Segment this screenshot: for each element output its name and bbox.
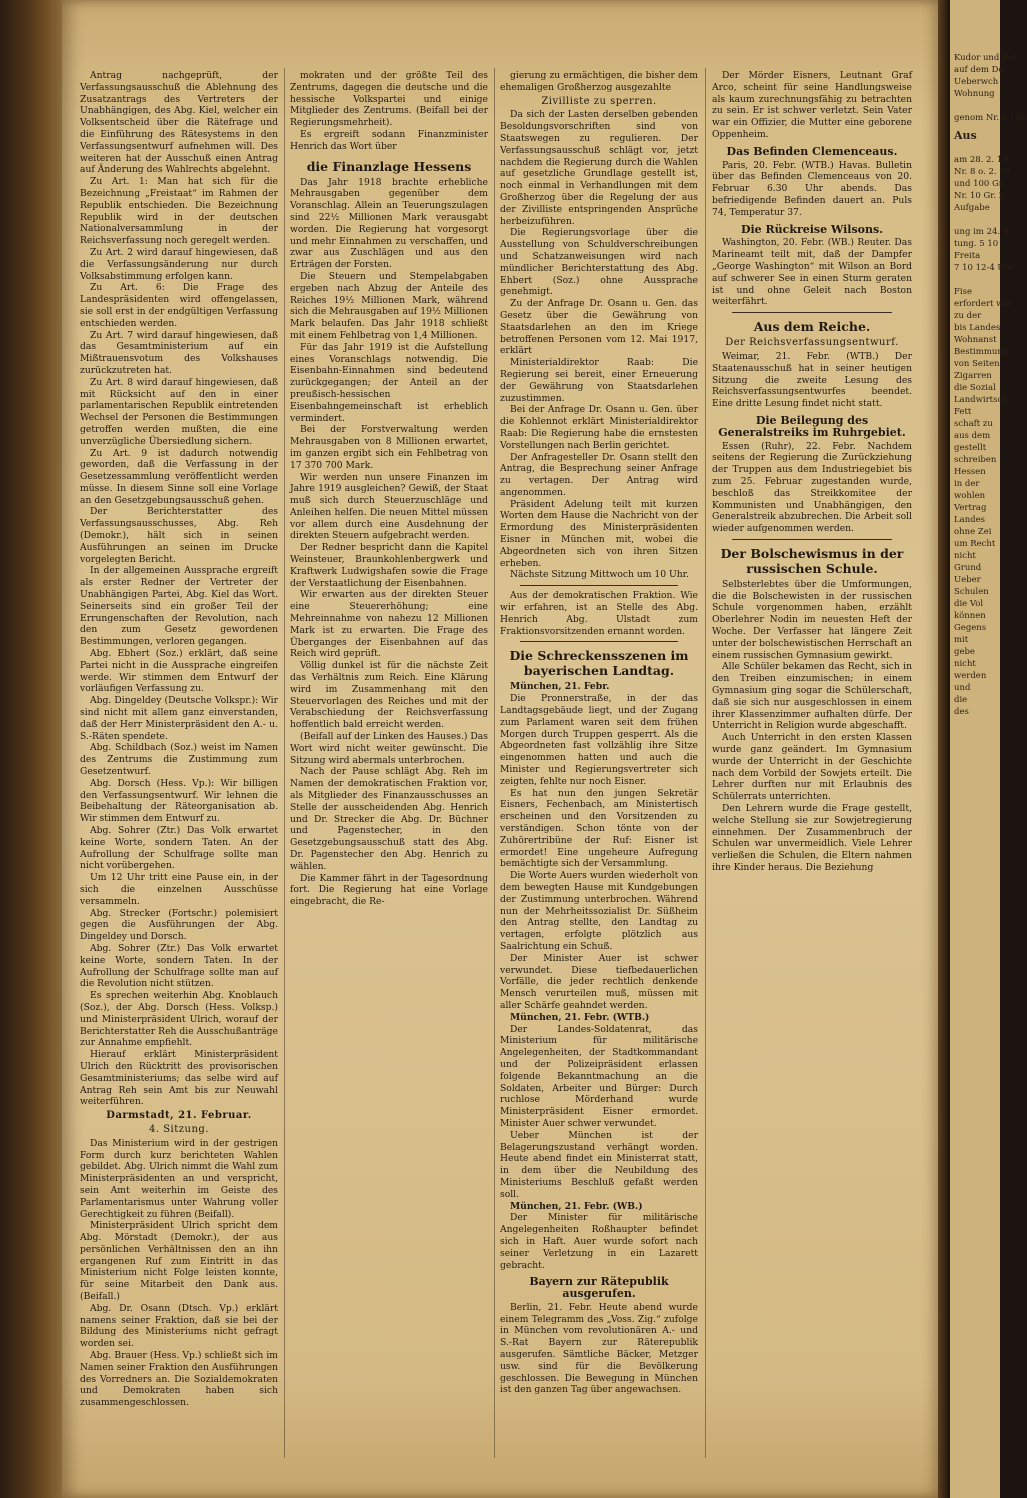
section-heading: Die Rückreise Wilsons.	[740, 222, 884, 236]
adjacent-page-fragment	[950, 0, 1027, 1498]
paragraph: Die Worte Auers wurden wiederholt von dem bewegten Hause mit Kundgebungen der Zustimmung unterbrochen. Während nun der Mehrheitssozialist Dr. Süßheim den Antrag stellte, den Landtag zu vertagen, erfolgte plötzlich aus Saalrichtung ein Schuß.	[500, 870, 698, 952]
paragraph: gierung zu ermächtigen, die bisher dem ehemaligen Großherzog ausgezahlte	[500, 70, 698, 93]
fragment-line: Fett	[954, 407, 972, 417]
fragment-line: ohne Zei	[954, 527, 992, 537]
dateline: München, 21. Febr. (WB.)	[510, 1200, 643, 1212]
paragraph: Bei der Anfrage Dr. Osann u. Gen. über die Kohlennot erklärt Ministerialdirektor Raab: Die Regierung habe die ernstesten Vorstellungen nach Berlin gerichtet.	[500, 404, 698, 451]
paragraph: Abg. Dorsch (Hess. Vp.): Wir billigen den Verfassungsentwurf. Wir lehnen die Beibehaltung der Räteorganisation ab. Wir stimmen dem Entwurf zu.	[80, 777, 278, 825]
fragment-line: bis Landes	[954, 323, 1001, 333]
column-4	[712, 70, 912, 1462]
fragment-line: können	[954, 611, 986, 621]
paragraph: Zu der Anfrage Dr. Osann u. Gen. das Gesetz über die Gewährung von Staatsdarlehen an den im Kriege betroffenen Personen vom 12. Mai 1917, erklärt	[500, 298, 698, 357]
paragraph: Antrag nachgeprüft, der Verfassungsausschuß die Ablehnung des Zusatzantrags des Vertreters der Unabhängigen, des Abg. Kiel, welcher ein Volksentscheid über die Rätefrage und die Einführung des Rätesystems in den Verfassungsentwurf aufnehmen will. Des weiteren hat der Ausschuß einen Antrag auf Änderung des Wahlrechts abgelehnt.	[80, 70, 278, 176]
paragraph: Abg. Dingeldey (Deutsche Volkspr.): Wir sind nicht mit allem ganz einverstanden, daß der Herr Ministerpräsident den A.- u. S.-Räten spendete.	[80, 695, 278, 742]
fragment-line: in der	[954, 479, 980, 489]
paragraph: Um 12 Uhr tritt eine Pause ein, in der sich die einzelnen Ausschüsse versammeln.	[80, 872, 278, 907]
paragraph: Da sich der Lasten derselben gebenden Besoldungsvorschriften sind von Staatswegen zu regulieren. Der Verfassungsausschuß schlägt vor, jetzt nachdem die Regierung durch die Wahlen auf gesetzliche Grundlage gestellt ist, noch einmal in Verhandlungen mit dem Großherzog über die Regelung der aus der Zivilliste entspringenden Ansprüche herbeizuführen.	[500, 109, 698, 227]
fragment-line: des	[954, 707, 969, 717]
paragraph: Das Ministerium wird in der gestrigen Form durch kurz berichteten Wahlen gebildet. Abg. Ulrich nimmt die Wahl zum Ministerpräsidenten an und verspricht, sein Amt weiterhin im Geiste des Parlamentarismus unter Wahrung voller Gerechtigkeit zu führen (Beifall).	[80, 1137, 278, 1220]
fragment-line: und 100 Gr.	[954, 179, 1005, 189]
paragraph: Berlin, 21. Febr. Heute abend wurde einem Telegramm des „Voss. Zig.“ zufolge in München vom revolutionären A.- und S.-Rat Bayern zur Räterepublik ausgerufen. Sämtliche Bäcker, Metzger usw. sind für die Bevölkerung geschlossen. Die Bewegung in München ist den ganzen Tag über angewachsen.	[500, 1301, 698, 1396]
fragment-line: Ueberwch	[954, 77, 999, 87]
paragraph: Zu Art. 7 wird darauf hingewiesen, daß das Gesamtministerium auf ein Mißtrauensvotum des Volkshauses zurückzutreten hat.	[80, 329, 278, 376]
paragraph: Das Jahr 1918 brachte erhebliche Mehrausgaben gegenüber dem Voranschlag. Allein an Teuerungszulagen sind 22½ Millionen Mark verausgabt worden. Die Regierung hat vorgesorgt und mehr Einnahmen zu verschaffen, und zwar aus Zuschlägen und aus den Erträgen der Forsten.	[290, 176, 488, 271]
paragraph: Weimar, 21. Febr. (WTB.) Der Staatenausschuß hat in seiner heutigen Sitzung die zweite Lesung des Reichsverfassungsentwurfes beendet. Eine dritte Lesung findet nicht statt.	[712, 350, 912, 410]
fragment-line: tung. 5 10	[954, 239, 999, 249]
paragraph: Essen (Ruhr), 22. Febr. Nachdem seitens der Regierung die Zurückziehung der Truppen aus dem Industriegebiet bis zum 25. Februar zugestanden wurde, beschloß das Streikkomitee der Kommunisten und Unabhängigen, den Generalstreik abzubrechen. Die Arbeit soll wieder aufgenommen werden.	[712, 440, 912, 535]
paragraph: Abg. Strecker (Fortschr.) polemisiert gegen die Ausführungen der Abg. Dingeldey und Dorsch.	[80, 907, 278, 943]
paragraph: Washington, 20. Febr. (WB.) Reuter. Das Marineamt teilt mit, daß der Dampfer „George Washington“ mit Wilson an Bord auf schwerer See in einen Sturm geraten ist und ohne Geleit nach Boston weiterfährt.	[712, 237, 912, 308]
page-top-margin	[62, 0, 938, 68]
paragraph: Der Anfragesteller Dr. Osann stellt den Antrag, die Besprechung seiner Anfrage zu vertagen. Der Antrag wird angenommen.	[500, 451, 698, 498]
article-headline: Der Bolschewismus in der russischen Schule.	[720, 545, 904, 576]
paragraph: mokraten und der größte Teil des Zentrums, dagegen die deutsche und die hessische Volkspartei und einige Mitglieder des Zentrums. (Beifall bei der Regierungsmehrheit).	[290, 70, 488, 129]
paragraph: Bei der Forstverwaltung werden Mehrausgaben von 8 Millionen erwartet, im ganzen ergibt sich ein Fehlbetrag von 17 370 700 Mark.	[290, 424, 488, 471]
paragraph: Abg. Dr. Osann (Dtsch. Vp.) erklärt namens seiner Fraktion, daß sie bei der Bildung des Ministeriums nicht gefragt worden sei.	[80, 1302, 278, 1350]
paragraph: Die Regierungsvorlage über die Ausstellung von Schuldverschreibungen und Schatzanweisungen wird nach mündlicher Berichterstattung des Abg. Ehbert (Soz.) ohne Aussprache genehmigt.	[500, 227, 698, 298]
fragment-line: ung im 24. 9	[954, 227, 1009, 237]
divider	[520, 585, 678, 586]
paragraph: Nächste Sitzung Mittwoch um 10 Uhr.	[510, 569, 689, 581]
fragment-line: Zigarren	[954, 371, 992, 381]
fragment-line: mit	[954, 635, 969, 645]
paragraph: Wir werden nun unsere Finanzen im Jahre 1919 ausgleichen? Gewiß, der Staat muß sich durch Steuerzuschläge und Anleihen helfen. Die neuen Mittel müssen vor allem durch eine Ausdehnung der direkten Steuern aufgebracht werden.	[290, 471, 488, 542]
paragraph: (Beifall auf der Linken des Hauses.) Das Wort wird nicht weiter gewünscht. Die Sitzung wird abermals unterbrochen.	[290, 731, 488, 766]
fragment-line: Nr. 8 o. 2. 19	[954, 167, 1011, 177]
paragraph: Zu Art. 8 wird darauf hingewiesen, daß mit Rücksicht auf den in einer parlamentarischen Republik eintretenden Wechsel der Personen die Bestimmungen getroffen werden mußten, die eine unverzügliche Übersiedlung sichern.	[80, 376, 278, 447]
paragraph: Es hat nun den jungen Sekretär Eisners, Fechenbach, am Ministertisch erscheinen und den Vorsitzenden zu verständigen. Schon tönte von der Zuhörertribüne der Ruf: Eisner ist ermordet! Eine ungeheure Aufregung bemächtigte sich der Versammlung.	[500, 787, 698, 870]
paragraph: Selbsterlebtes über die Umformungen, die die Bolschewisten in der russischen Schule vorgenommen haben, erzählt Oberlehrer Nodin im neuesten Heft der Woche. Der Verfasser hat längere Zeit unter der bolschewistischen Herrschaft an einem russischen Gymnasium gewirkt.	[712, 578, 912, 661]
section-heading: Bayern zur Rätepublik ausgerufen.	[529, 1275, 669, 1301]
paragraph: Die Steuern und Stempelabgaben ergeben nach Abzug der Anteile des Reiches 19½ Millionen Mark, während sich die Mehrausgaben auf 19½ Millionen Mark belaufen. Das Jahr 1918 schließt mit einem Fehlbetrag von 1,4 Millionen.	[290, 270, 488, 341]
sitting-number: 4. Sitzung.	[148, 1123, 210, 1135]
fragment-line: erfordert wie	[954, 299, 1012, 309]
fragment-line: Nr. 10 Gr. 2	[954, 191, 1005, 201]
fragment-line: Aufgabe	[954, 203, 990, 213]
dateline: München, 21. Febr. (WTB.)	[510, 1011, 650, 1023]
section-heading: Aus dem Reiche.	[753, 319, 871, 335]
paragraph: Völlig dunkel ist für die nächste Zeit das Verhältnis zum Reich. Eine Klärung wird im Zusammenhang mit den Steuervorlagen des Reiches und mit der Verabschiedung der Reichsverfassung hoffentlich bald erreicht werden.	[290, 660, 488, 731]
fragment-line: genom Nr. 6 | Ro	[954, 113, 1027, 123]
fragment-line: die Sozial	[954, 383, 996, 393]
fragment-line: Grund	[954, 563, 982, 573]
column-2	[290, 70, 488, 1462]
fragment-line: gestellt	[954, 443, 987, 453]
paragraph: Ueber München ist der Belagerungszustand verhängt worden. Heute abend findet ein Ministerrat statt, in dem über die Neubildung des Ministeriums Beschluß gefaßt werden soll.	[500, 1129, 698, 1200]
fragment-line: Landwirtsch	[954, 395, 1008, 405]
column-3	[500, 70, 698, 1462]
binding-edge-right	[938, 0, 950, 1498]
fragment-line: die	[954, 695, 968, 705]
fragment-line: Hessen	[954, 467, 986, 477]
article-headline: Die Schreckensszenen im bayerischen Landtag.	[509, 648, 689, 679]
fragment-line: um Recht	[954, 539, 996, 549]
fragment-line: Ueber	[954, 575, 981, 585]
paragraph: Der Redner bespricht dann die Kapitel Weinsteuer, Braunkohlenbergwerk und Kraftwerk Ludwigshafen sowie die Frage der Verstaatlichung der Eisenbahnen.	[290, 542, 488, 589]
fragment-line: werden	[954, 671, 987, 681]
paragraph: Für das Jahr 1919 ist die Aufstellung eines Voranschlags notwendig. Die Eisenbahn-Einnahmen sind bedeutend zurückgegangen; der Anteil an der preußisch-hessischen Eisenbahngemeinschaft ist erheblich vermindert.	[290, 341, 488, 424]
paragraph: Zu Art. 6: Die Frage des Landespräsidenten wird offengelassen, sie soll erst in der endgültigen Verfassung entschieden werden.	[80, 282, 278, 329]
paragraph: Ministerialdirektor Raab: Die Regierung sei bereit, einer Erneuerung der Gewährung von Staatsdarlehen zuzustimmen.	[500, 357, 698, 404]
subheading: Der Reichsverfassungsentwurf.	[725, 337, 899, 349]
paragraph: Der Berichterstatter des Verfassungsausschusses, Abg. Reh (Demokr.), hält sich in seinen Ausführungen an seinen im Drucke vorgelegten Bericht.	[80, 506, 278, 565]
paragraph: Nach der Pause schlägt Abg. Reh im Namen der demokratischen Fraktion vor, als Mitglieder des Finanzausschusses an Stelle der ausscheidenden Abg. Henrich und Dr. Strecker die Abg. Dr. Büchner und Pagenstecher, in den Gesetzgebungsausschuß statt des Abg. Dr. Pagenstecher den Abg. Henrich zu wählen.	[290, 766, 488, 872]
paragraph: Der Minister Auer ist schwer verwundet. Diese tiefbedauerlichen Vorfälle, die jeder rechtlich denkende Mensch verurteilen muß, müssen mit aller Schärfe geahndet werden.	[500, 952, 698, 1011]
divider	[520, 641, 678, 642]
fragment-line: aus dem	[954, 431, 991, 441]
article-headline: die Finanzlage Hessens	[306, 158, 472, 174]
dateline: Darmstadt, 21. Februar.	[106, 1110, 252, 1122]
paragraph: Auch Unterricht in den ersten Klassen wurde ganz geändert. Im Gymnasium wurde der Unterricht in der Geschichte nach dem Vorbild der Sowjets erteilt. Die Lehrer durften nur mit Erlaubnis des Schülerrats unterrichten.	[712, 732, 912, 803]
fragment-heading: Aus	[954, 129, 977, 142]
paragraph: In der allgemeinen Aussprache ergreift als erster Redner der Vertreter der Unabhängigen Partei, Abg. Kiel das Wort. Seinerseits sind ein großer Teil der Errungenschaften der Revolution, nach den zum Gesetz gewordenen Bestimmungen, verloren gegangen.	[80, 565, 278, 648]
column-1	[80, 70, 278, 1462]
fragment-line: Kudor und Ent	[954, 53, 1018, 63]
fragment-line: Vertrag	[954, 503, 987, 513]
paragraph: Die Kammer fährt in der Tagesordnung fort. Die Regierung hat eine Vorlage eingebracht, die Re-	[290, 872, 488, 908]
binding-edge-left	[0, 0, 62, 1498]
paragraph: Abg. Sohrer (Ztr.) Das Volk erwartet keine Worte, sondern Taten. An der Aufrollung der Schulfrage sollte man nicht vorübergehen.	[80, 825, 278, 872]
paragraph: Hierauf erklärt Ministerpräsident Ulrich den Rücktritt des provisorischen Gesamtministeriums; das selbe wird auf Antrag Reh sein Amt bis zur Neuwahl weiterführen.	[80, 1049, 278, 1108]
newspaper-page	[62, 0, 938, 1498]
fragment-line: gebe	[954, 647, 975, 657]
fragment-line: Schulen	[954, 587, 989, 597]
column-rule	[494, 68, 495, 1458]
subheading: Zivilliste zu sperren.	[541, 95, 657, 107]
fragment-line	[954, 214, 1000, 226]
fragment-line: von Seiten	[954, 359, 1000, 369]
fragment-line: schreiben	[954, 455, 997, 465]
adjacent-page-text	[950, 0, 1027, 718]
fragment-line: nicht	[954, 659, 976, 669]
fragment-line: Wohnanst	[954, 335, 997, 345]
fragment-line: auf dem Do	[954, 65, 1004, 75]
column-rule	[705, 68, 706, 1458]
fragment-line	[954, 274, 1000, 286]
paragraph: Es sprechen weiterhin Abg. Knoblauch (Soz.), der Abg. Dorsch (Hess. Volksp.) und Ministerpräsident Ulrich, worauf der Berichterstatter Reh die Ausschußanträge zur Annahme empfiehlt.	[80, 990, 278, 1049]
paragraph: Zu Art. 9 ist dadurch notwendig geworden, daß die Verfassung in der Gesetzessammlung veröffentlicht werden müsse. In diesem Sinne soll eine Vorlage an den Gesetzgebungsausschuß gehen.	[80, 447, 278, 506]
fragment-line: schaft zu	[954, 419, 993, 429]
fragment-line	[954, 100, 1000, 112]
paragraph: Präsident Adelung teilt mit kurzen Worten dem Hause die Nachricht von der Ermordung des Ministerpräsidenten Eisner in München mit, wobei die Abgeordneten sich von ihren Sitzen erheben.	[500, 498, 698, 569]
fragment-line: zu der	[954, 311, 982, 321]
paragraph: Abg. Brauer (Hess. Vp.) schließt sich im Namen seiner Fraktion den Ausführungen des Vorredners an. Die Sozialdemokraten und Demokraten haben sich zusammengeschlossen.	[80, 1350, 278, 1409]
fragment-line: Wohnung	[954, 89, 995, 99]
paragraph: Die Pronnerstraße, in der das Landtagsgebäude liegt, und der Zugang zum Parlament waren seit dem frühen Morgen durch Truppen gesperrt. Als die Abgeordneten fast vollzählig ihre Sitze eingenommen hatten und auch die Minister und Regierungsvertreter sich zeigten, fehlte nur noch Eisner.	[500, 693, 698, 787]
paragraph: Es ergreift sodann Finanzminister Henrich das Wort über	[290, 128, 488, 152]
fragment-line: am 28. 2. 19	[954, 155, 1008, 165]
fragment-line: Gegens	[954, 623, 987, 633]
paragraph: Alle Schüler bekamen das Recht, sich in den Treiben einzumischen; in einem Gymnasium ging sogar die Schülerschaft, daß sie sich nur ausgeschlossen in einem ihrer Klassenzimmer aufhalten dürfe. Der Unterricht in Religion wurde abgeschafft.	[712, 661, 912, 732]
column-rule	[284, 68, 285, 1458]
paragraph: Abg. Sohrer (Ztr.) Das Volk erwartet keine Worte, sondern Taten. In der Aufrollung der Schulfrage sollte man auf die Revolution nicht stützen.	[80, 942, 278, 990]
fragment-line: nicht	[954, 551, 976, 561]
fragment-line: Landes	[954, 515, 986, 525]
fragment-line: die Vol	[954, 599, 984, 609]
paragraph: Zu Art. 1: Man hat sich für die Bezeichnung „Freistaat“ im Rahmen der Republik entschieden. Die Bezeichnung Republik wird in der deutschen Nationalversammlung in der Reichsverfassung noch geregelt werden.	[80, 176, 278, 247]
fragment-line: Fise	[954, 287, 973, 297]
section-heading: Die Beilegung des Generalstreiks im Ruhrgebiet.	[718, 413, 906, 439]
dateline: München, 21. Febr.	[510, 681, 610, 693]
paragraph: Wir erwarten aus der direkten Steuer eine Steuererhöhung; eine Mehreinnahme von nahezu 12 Millionen Mark ist zu erwarten. Die Frage des Überganges der Eisenbahnen auf das Reich wird geprüft.	[290, 589, 488, 660]
paragraph: Den Lehrern wurde die Frage gestellt, welche Stellung sie zur Sowjetregierung einnehmen. Der Zusammenbruch der Schulen war unvermeidlich. Viele Lehrer verließen die Schulen, die Eltern nahmen ihre Kinder heraus. Die Beziehung	[712, 803, 912, 874]
fragment-line: und	[954, 683, 971, 693]
section-heading: Das Befinden Clemenceaus.	[726, 144, 898, 158]
fragment-line: Bestimmung	[954, 347, 1009, 357]
paragraph: Abg. Ebhert (Soz.) erklärt, daß seine Partei nicht in die Aussprache eingreifen werde. Wir stimmen dem Entwurf der vorläufigen Verfassung zu.	[80, 648, 278, 695]
paragraph: Abg. Schildbach (Soz.) weist im Namen des Zentrums die Zustimmung zum Gesetzentwurf.	[80, 742, 278, 778]
fragment-line: 7 10 12-4 Uhr	[954, 263, 1015, 273]
divider	[732, 539, 892, 540]
divider	[732, 312, 892, 313]
fragment-line: wohlen	[954, 491, 986, 501]
paragraph: Paris, 20. Febr. (WTB.) Havas. Bulletin über das Befinden Clemenceaus von 20. Februar 6.30 Uhr abends. Das befriedigende Befinden dauert an. Puls 74, Temperatur 37.	[712, 159, 912, 218]
paragraph: Zu Art. 2 wird darauf hingewiesen, daß die Verfassungsänderung nur durch Volksabstimmung erfolgen kann.	[80, 246, 278, 282]
paragraph: Der Minister für militärische Angelegenheiten Roßhaupter befindet sich in Haft. Auer wurde sofort nach seiner Verletzung in ein Lazarett gebracht.	[500, 1212, 698, 1271]
paragraph: Der Mörder Eisners, Leutnant Graf Arco, scheint für seine Handlungsweise als kaum zurechnungsfähig zu betrachten zu sein. Er ist schwer verletzt. Sein Vater war ein Offizier, die Mutter eine geborene Oppenheim.	[712, 70, 912, 140]
notice: Aus der demokratischen Fraktion. Wie wir erfahren, ist an Stelle des Abg. Henrich Abg. Ulstadt zum Fraktionsvorsitzenden ernannt worden.	[500, 590, 698, 637]
paragraph: Ministerpräsident Ulrich spricht dem Abg. Mörstadt (Demokr.), der aus persönlichen Verhältnissen den an ihn ergangenen Ruf zum Eintritt in das Ministerium nicht Folge leisten konnte, für seine Mitarbeit den Dank aus. (Beifall.)	[80, 1220, 278, 1303]
fragment-line: Freita	[954, 251, 981, 261]
paragraph: Der Landes-Soldatenrat, das Ministerium für militärische Angelegenheiten, der Stadtkommandant und der Polizeipräsident erlassen folgende Bekanntmachung an die Soldaten, Arbeiter und Bürger: Durch ruchlose Mörderhand wurde Ministerpräsident Eisner ermordet. Minister Auer schwer verwundet.	[500, 1023, 698, 1129]
